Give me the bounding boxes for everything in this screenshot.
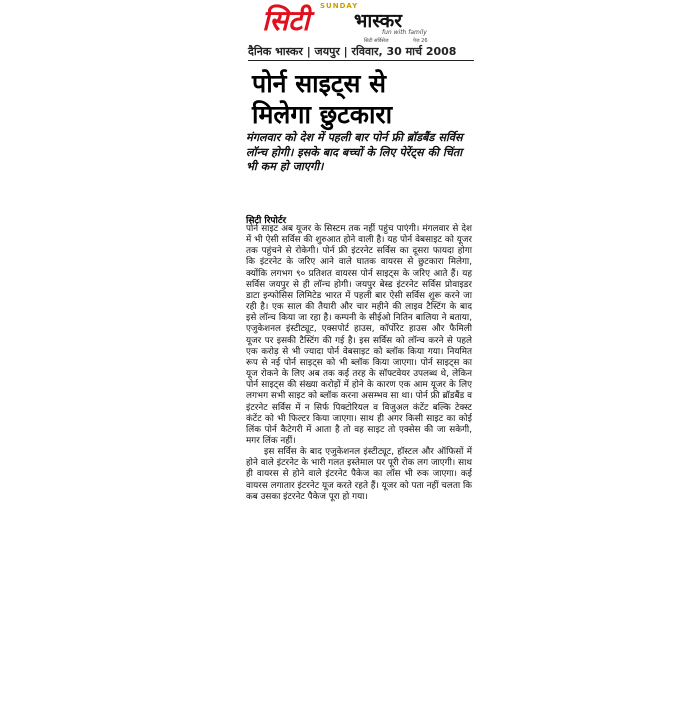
body-paragraph-2: इस सर्विस के बाद एजुकेशनल इंस्टीट्यूट, हॉस्टल और ऑफिसों में होने वाले इंटरनेट के भारी गलत इस्तेमाल पर पूरी रोक लग जाएगी। साथ ही वायरस से होने वाले इंटरनेट पैकेज का लॉस भी रुक जाएगा। कई वायरस लगातार इंटरनेट यूज करते रहते हैं। यूजर को पता नहीं चलता कि कब उसका इंटरनेट पैकेज पूरा हो गया।	[246, 447, 472, 502]
divider-top	[248, 60, 474, 61]
masthead-sunday: SUNDAY	[320, 2, 359, 10]
body-paragraph-1: पोर्न साइट अब यूजर के सिस्टम तक नहीं पहुंच पाएंगी। मंगलवार से देश में भी ऐसी सर्विस की शुरुआत होने वाली है। यह पोर्न वेबसाइट को यूजर तक पहुंचने से रोकेगी। पोर्न फ्री इंटरनेट सर्विस का दूसरा फायदा होगा कि इंटरनेट के जरिए आने वाले घातक वायरस से छुटकारा मिलेगा, क्योंकि लगभग ९० प्रतिशत वायरस पोर्न साइट्स के जरिए आते हैं। यह सर्विस जयपुर से ही लॉन्च होगी। जयपुर बेस्ड इंटरनेट सर्विस प्रोवाइडर डाटा इन्फोसिस लिमिटेड भारत में पहली बार ऐसी सर्विस शुरू करने जा रही है। एक साल की तैयारी और चार महीने की लाइव टैस्टिंग के बाद इसे लॉन्च किया जा रहा है। कम्पनी के सीईओ नितिन बालिया ने बताया, एजुकेशनल इंस्टीट्यूट, एक्सपोर्ट हाउस, कॉर्पोरेट हाउस और फैमिली यूजर पर इसकी टैस्टिंग की गई है। इस सर्विस को लॉन्च करने से पहले एक करोड़ से भी ज्यादा पोर्न वेबसाइट को ब्लॉक किया गया। नियमित रूप से नई पोर्न साइट्स को भी ब्लॉक किया जाएगा। पोर्न साइट्स का यूज रोकने के लिए अब तक कई तरह के सॉफ्टवेयर उपलब्ध थे, लेकिन पोर्न साइट्स की संख्या करोड़ों में होने के कारण एक आम यूजर के लिए लगभग सभी साइट को ब्लॉक करना असम्भव सा था। पोर्न फ्री ब्रॉडबैंड व इंटरनेट सर्विस में न सिर्फ पिक्टोरियल व विजुअल कंटेंट बल्कि टेक्स्ट कंटेंट को भी फिल्टर किया जाएगा। साथ ही अगर किसी साइट का कोई लिंक पोर्न कैटेगरी में आता है तो वह साइट तो एक्सेस की जा सकेगी, मगर लिंक नहीं।	[246, 224, 472, 446]
masthead-subline: सिटी सर्विसेज	[364, 38, 389, 44]
masthead-bhaskar-logo: भास्कर	[354, 10, 403, 32]
masthead-city-logo: सिटी	[262, 4, 310, 37]
masthead	[258, 2, 448, 42]
dateline: दैनिक भास्कर | जयपुर | रविवार, 30 मार्च 2008	[248, 45, 457, 58]
headline-line-2: मिलेगा छुटकारा	[252, 100, 393, 129]
masthead-page-number: पेज 26	[413, 38, 428, 44]
reporter-byline: सिटी रिपोर्टर	[246, 216, 287, 226]
headline	[252, 68, 452, 130]
headline-line-1: पोर्न साइट्स से	[252, 69, 387, 98]
intro-blurb: मंगलवार को देश में पहली बार पोर्न फ्री ब्रॉडबैंड सर्विस लॉन्च होगी। इसके बाद बच्चों के लिए पेरेंट्स की चिंता भी कम हो जाएगी।	[246, 130, 463, 174]
masthead-tagline: fun with family	[382, 29, 427, 36]
article-body	[246, 224, 472, 503]
